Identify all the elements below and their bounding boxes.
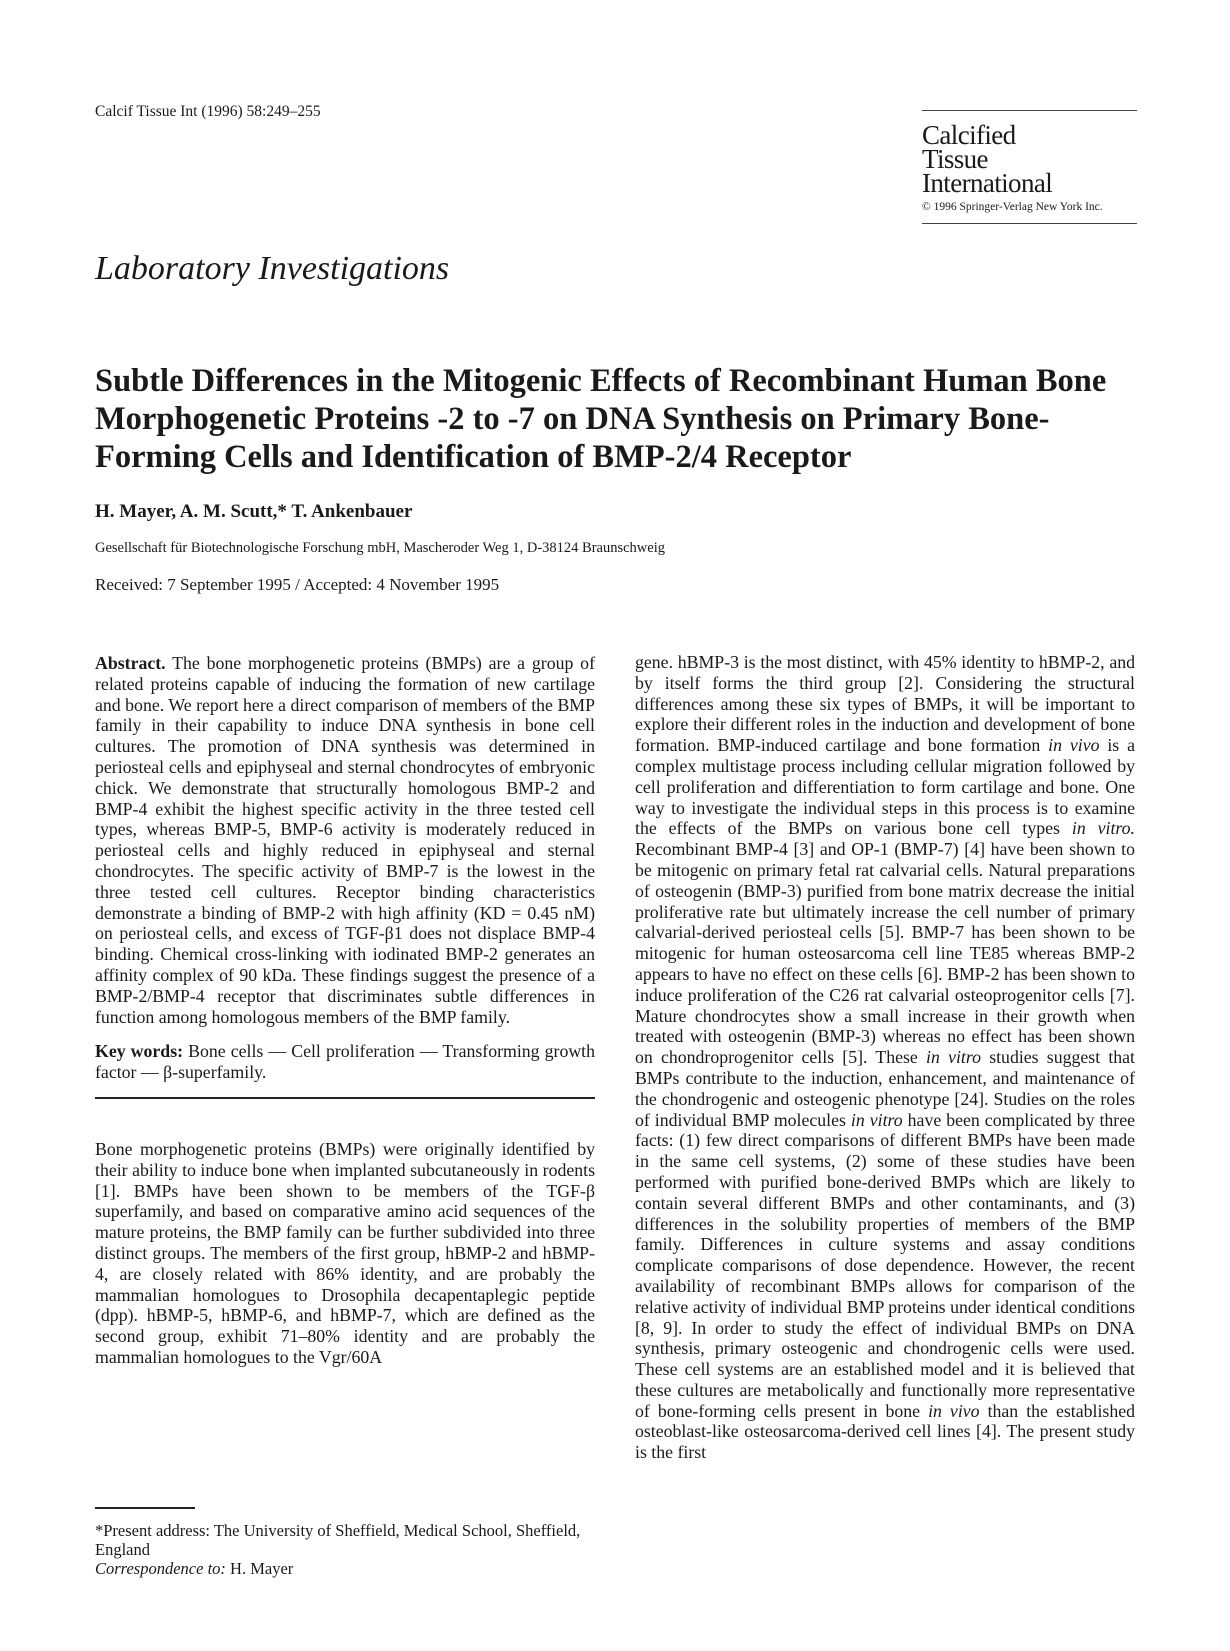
abstract-label: Abstract. (95, 653, 166, 673)
correspondence-name: H. Mayer (230, 1558, 294, 1578)
keywords (95, 1041, 595, 1083)
section-heading: Laboratory Investigations (95, 250, 450, 287)
italic-term: in vivo (1048, 735, 1100, 756)
correspondence-note (95, 1559, 595, 1578)
journal-citation: Calcif Tissue Int (1996) 58:249–255 (95, 103, 321, 120)
text-run: than the established osteoblast-like osteosarcoma-derived cell lines [4]. The present study is the first (635, 1400, 1135, 1463)
italic-term: in vitro (926, 1047, 981, 1068)
abstract (95, 653, 595, 1027)
italic-term: in vivo (928, 1400, 980, 1421)
journal-logo (922, 110, 1137, 224)
abstract-text: The bone morphogenetic proteins (BMPs) are a group of related proteins capable of inducing the formation of new cartilage and bone. We report here a direct comparison of members of the BMP family in their capability to induce DNA synthesis in bone cell cultures. The promotion of DNA synthesis was determined in periosteal cells and epiphyseal and sternal chondrocytes of embryonic chick. We demonstrate that structurally homologous BMP-2 and BMP-4 exhibit the highest specific activity in the three tested cell types, whereas BMP-5, BMP-6 activity is moderately reduced in periosteal cells and highly reduced in epiphyseal and sternal chondrocytes. The specific activity of BMP-7 is the lowest in the three tested cell cultures. Receptor binding characteristics demonstrate a binding of BMP-2 with high affinity (KD = 0.45 nM) on periosteal cells, and excess of TGF-β1 does not displace BMP-4 binding. Chemical cross-linking with iodinated BMP-2 generates an affinity complex of 90 kDa. These findings suggest the presence of a BMP-2/BMP-4 receptor that discriminates subtle differences in function among homologous members of the BMP family. (95, 653, 595, 1027)
right-column (635, 652, 1135, 1463)
keywords-text: Bone cells — Cell proliferation — Transforming growth factor — β-superfamily. (95, 1041, 595, 1083)
italic-term: in vitro. (1071, 818, 1135, 839)
introduction-paragraph: Bone morphogenetic proteins (BMPs) were originally identified by their ability to induce bone when implanted subcutaneously in rodents [1]. BMPs have been shown to be members of the TGF-β superfamily, and based on comparative amino acid sequences of the mature proteins, the BMP family can be further subdivided into three distinct groups. The members of the first group, hBMP-2 and hBMP-4, are closely related with 86% identity, and are probably the mammalian homologues to Drosophila decapentaplegic peptide (dpp). hBMP-5, hBMP-6, and hBMP-7, which are defined as the second group, exhibit 71–80% identity and are probably the mammalian homologues to the Vgr/60A (95, 1138, 595, 1367)
affiliation: Gesellschaft für Biotechnologische Forschung mbH, Mascheroder Weg 1, D-38124 Braunschweig (95, 540, 665, 556)
logo-line-calcified: Calcified (922, 120, 1016, 150)
copyright-notice: © 1996 Springer-Verlag New York Inc. (922, 201, 1103, 213)
logo-line-international: International (922, 168, 1053, 198)
correspondence-label: Correspondence to: (95, 1558, 226, 1578)
logo-line-tissue: Tissue (922, 144, 988, 174)
footnotes (95, 1507, 595, 1578)
text-run: is a complex multistage process including cellular migration followed by cell proliferation and differentiation to form cartilage and bone. One way to investigate the individual steps in this process is to examine the effects of the BMPs on various bone cell types (635, 735, 1135, 839)
text-run: have been complicated by three facts: (1) few direct comparisons of different BMPs have been made in the same cell systems, (2) some of these studies have been performed with purified bone-derived BMPs which are likely to contain several different BMPs and other contaminants, and (3) differences in the solubility properties of members of the BMP family. Differences in culture systems and assay conditions complicate comparisons of dose dependence. However, the recent availability of recombinant BMPs allows for comparison of the relative activity of individual BMP proteins under identical conditions [8, 9]. In order to study the effect of individual BMPs on DNA synthesis, primary osteogenic and chondrogenic cells were used. These cell systems are an established model and it is believed that these cultures are metabolically and functionally more representative of bone-forming cells present in bone (635, 1109, 1136, 1421)
present-address-note: *Present address: The University of Sheffield, Medical School, Sheffield, England (95, 1520, 581, 1559)
italic-term: in vitro (850, 1109, 903, 1130)
text-run: gene. hBMP-3 is the most distinct, with 45% identity to hBMP-2, and by itself forms the third group [2]. Considering the structural differences among these six types of BMPs, it will be important to explore their different roles in the induction and development of bone formation. BMP-induced cartilage and bone formation (635, 652, 1135, 756)
footnote-rule (95, 1507, 195, 1509)
authors: H. Mayer, A. M. Scutt,* T. Ankenbauer (95, 501, 413, 522)
abstract-divider (95, 1097, 595, 1099)
introduction-continued (635, 652, 1135, 1463)
text-run: studies suggest that BMPs contribute to the induction, enhancement, and maintenance of the chondrogenic and osteogenic phenotype [24]. Studies on the roles of individual BMP molecules (635, 1047, 1136, 1130)
received-accepted-dates: Received: 7 September 1995 / Accepted: 4 November 1995 (95, 575, 500, 594)
logo-bottom-rule (922, 223, 1137, 224)
logo-top-rule (922, 110, 1137, 111)
keywords-label: Key words: (95, 1041, 184, 1062)
left-column (95, 653, 595, 1368)
article-title: Subtle Differences in the Mitogenic Effects of Recombinant Human Bone Morphogenetic Proteins -2 to -7 on DNA Synthesis on Primary Bone-Forming Cells and Identification of BMP-2/4 Receptor (95, 363, 1107, 475)
text-run: Recombinant BMP-4 [3] and OP-1 (BMP-7) [4] have been shown to be mitogenic on primary fetal rat calvarial cells. Natural preparations of osteogenin (BMP-3) purified from bone matrix decrease the initial proliferative rate but ultimately increase the cell number of primary calvarial-derived periosteal cells [5]. BMP-7 has been shown to be mitogenic for human osteosarcoma cell line TE85 whereas BMP-2 appears to have no effect on these cells [6]. BMP-2 has been shown to induce proliferation of the C26 rat calvarial osteoprogenitor cells [7]. Mature chondrocytes show a small increase in their growth when treated with osteogenin (BMP-3) whereas no effect has been shown on chondroprogenitor cells [5]. These (635, 839, 1135, 1068)
